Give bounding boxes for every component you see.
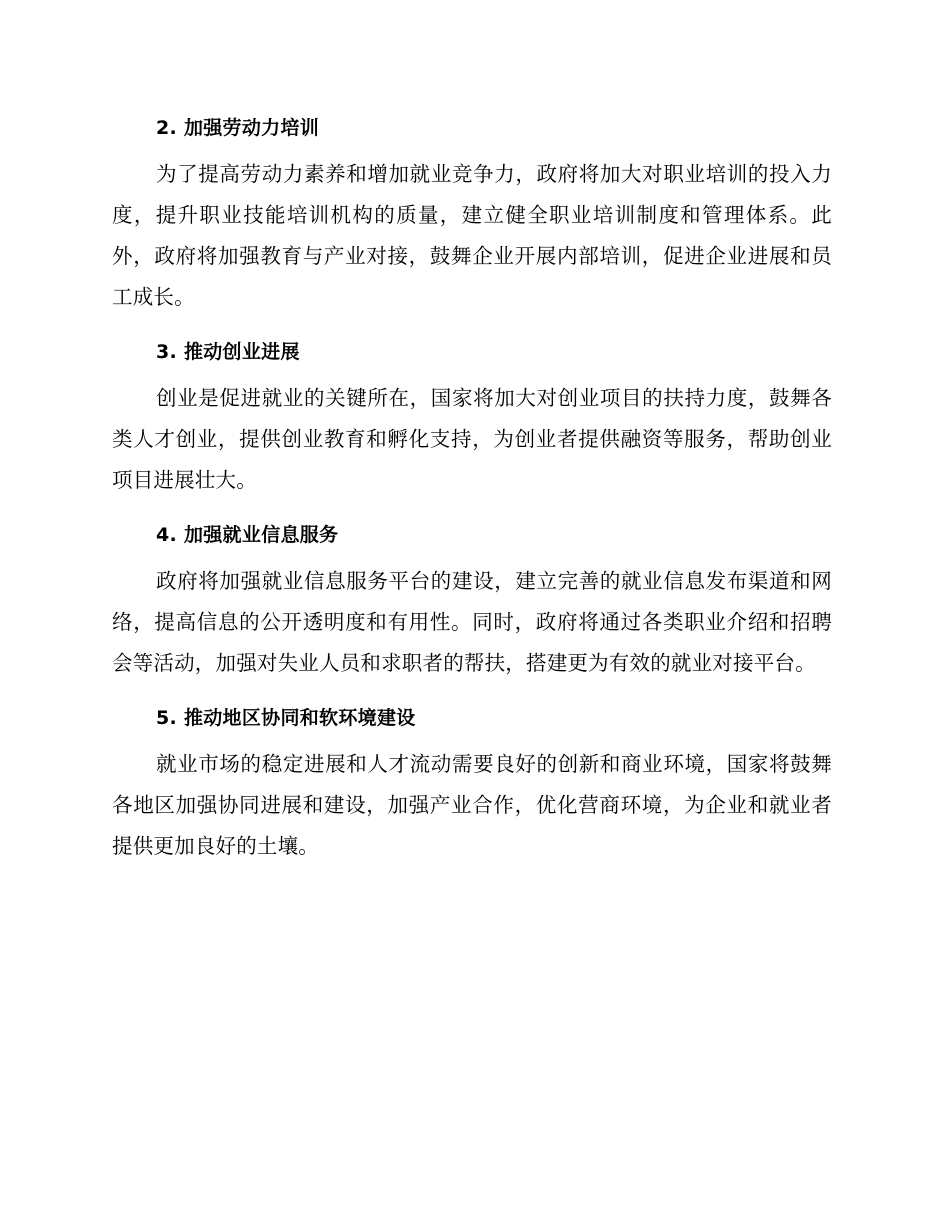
section-heading: 2. 加强劳动力培训 xyxy=(156,117,320,139)
section-paragraph: 创业是促进就业的关键所在，国家将加大对创业项目的扶持力度，鼓舞各类人才创业，提供创业教育和孵化支持，为创业者提供融资等服务，帮助创业项目进展壮大。 xyxy=(112,386,832,492)
section-entrepreneurship xyxy=(112,334,832,501)
section-heading: 5. 推动地区协同和软环境建设 xyxy=(156,707,416,729)
section-paragraph: 为了提高劳动力素养和增加就业竞争力，政府将加大对职业培训的投入力度，提升职业技能培训机构的质量，建立健全职业培训制度和管理体系。此外，政府将加强教育与产业对接，鼓舞企业开展内部培训，促进企业进展和员工成长。 xyxy=(112,162,832,309)
document-body xyxy=(112,110,832,867)
section-regional-coordination xyxy=(112,700,832,867)
section-heading: 4. 加强就业信息服务 xyxy=(156,524,339,546)
section-paragraph: 就业市场的稳定进展和人才流动需要良好的创新和商业环境，国家将鼓舞各地区加强协同进展和建设，加强产业合作，优化营商环境，为企业和就业者提供更加良好的土壤。 xyxy=(112,752,832,858)
section-employment-info xyxy=(112,517,832,684)
section-heading: 3. 推动创业进展 xyxy=(156,341,300,363)
section-labor-training xyxy=(112,110,832,318)
section-paragraph: 政府将加强就业信息服务平台的建设，建立完善的就业信息发布渠道和网络，提高信息的公开透明度和有用性。同时，政府将通过各类职业介绍和招聘会等活动，加强对失业人员和求职者的帮扶，搭建更为有效的就业对接平台。 xyxy=(112,569,832,675)
